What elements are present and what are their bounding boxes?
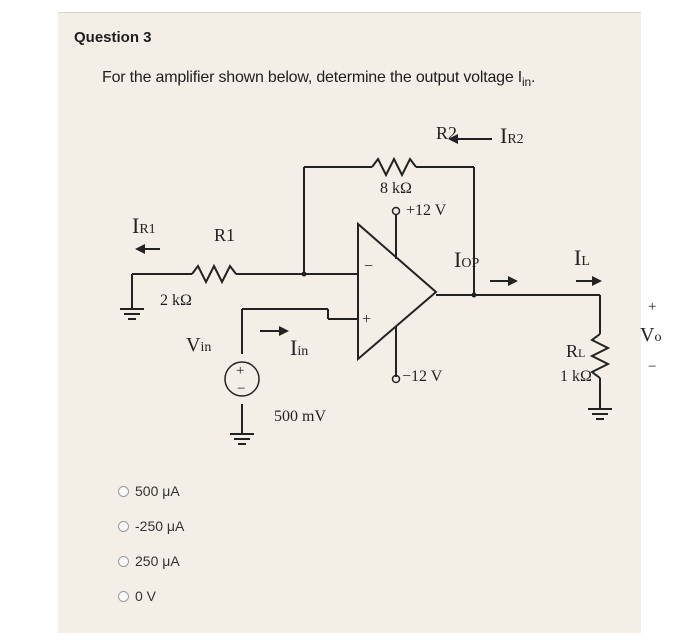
opamp-minus: − [364,258,374,275]
iop-label: IOP [454,247,480,272]
iin-label: Iin [290,335,309,360]
vminus-label: −12 V [402,368,443,385]
option-neg-250ua[interactable] [118,518,184,534]
vin-label: Vin [186,334,212,356]
r2-label: R2 [436,123,458,143]
question-prompt: For the amplifier shown below, determine the output voltage $I_{in}$. [102,69,536,90]
option-250ua[interactable] [118,553,180,569]
option-label: 250 μA [135,553,180,569]
il-label: IL [574,245,590,270]
option-label: 0 V [135,588,157,604]
vo-label: Vo [640,324,662,346]
r2-value: 8 kΩ [380,180,412,197]
ir2-label: IR2 [500,123,524,148]
option-label: 500 μA [135,483,180,499]
circuit-diagram [118,109,662,479]
source-minus: − [237,381,246,397]
rl-value: 1 kΩ [560,368,592,385]
question-title: Question 3 [74,29,152,46]
rl-label: RL [566,341,586,361]
opamp-plus: + [362,311,372,328]
option-label: -250 μA [135,518,185,534]
r1-label: R1 [214,225,236,245]
radio-button[interactable] [118,521,129,532]
vo-plus: + [648,299,657,315]
option-0v[interactable] [118,588,156,604]
vo-minus: − [648,359,657,375]
source-plus: + [236,363,245,379]
radio-button[interactable] [118,556,129,567]
question-card [58,12,662,633]
r1-value: 2 kΩ [160,292,192,309]
radio-button[interactable] [118,591,129,602]
option-500ua[interactable] [118,483,180,499]
radio-button[interactable] [118,486,129,497]
vplus-label: +12 V [406,202,447,219]
ir1-label: IR1 [132,213,156,238]
source-value: 500 mV [274,408,326,425]
